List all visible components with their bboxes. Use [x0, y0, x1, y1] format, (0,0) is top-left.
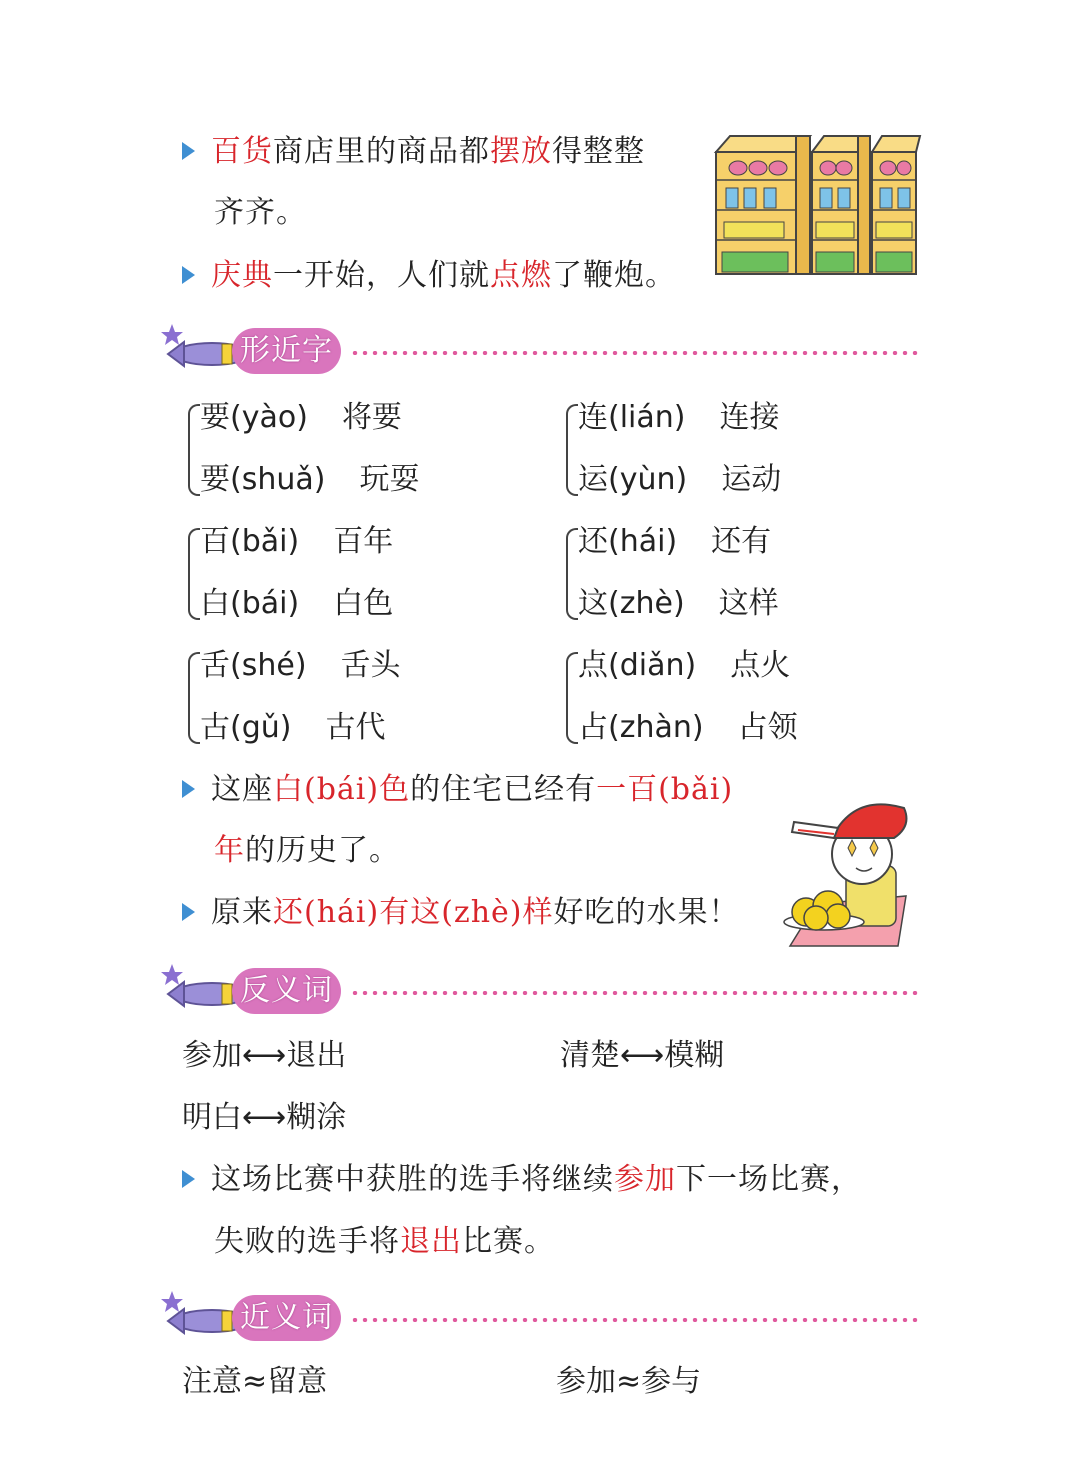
char: 连	[578, 400, 608, 435]
highlight-word: 白(bái)色	[273, 772, 411, 807]
pinyin: diǎn	[619, 648, 685, 683]
example-sentence-5-continued	[214, 1222, 555, 1262]
char: 百	[200, 524, 230, 559]
pair-1-line-a: 要(yào) 将要	[200, 400, 402, 435]
example-word: 运动	[721, 462, 782, 497]
pair-3-line-a: 百(bǎi) 百年	[200, 524, 394, 559]
approx-symbol: ≈	[616, 1364, 642, 1399]
example-word: 将要	[341, 400, 402, 435]
pair-2-line-b: 运(yùn) 运动	[578, 462, 782, 497]
example-sentence-4	[182, 893, 740, 933]
highlight-word: 年	[214, 833, 245, 868]
section-header-antonyms	[160, 962, 920, 1022]
char: 点	[578, 648, 608, 683]
example-word: 古代	[325, 710, 386, 745]
sentence-text: 失败的选手将	[214, 1224, 400, 1259]
antonym-word: 糊涂	[286, 1100, 347, 1135]
sentence-text: 下一场比赛，	[676, 1162, 862, 1197]
char: 运	[578, 462, 608, 497]
pinyin: bǎi	[241, 524, 288, 559]
section-header-similar-chars	[160, 322, 920, 382]
pinyin: zhàn	[619, 710, 692, 745]
sentence-text: 商店里的商品都	[273, 134, 490, 169]
example-sentence-5	[182, 1160, 862, 1200]
highlight-word: 点燃	[490, 258, 552, 293]
antonym-word: 明白	[182, 1100, 242, 1135]
highlight-word: 退出	[400, 1224, 462, 1259]
char: 白	[200, 586, 230, 621]
pinyin: yùn	[619, 462, 676, 497]
synonym-pair	[182, 1362, 327, 1402]
pair-1-line-b: 要(shuǎ) 玩耍	[200, 462, 420, 497]
example-sentence-1	[182, 132, 645, 172]
synonym-word: 参与	[641, 1364, 702, 1399]
highlight-word: 百货	[211, 134, 273, 169]
store-shelf-illustration	[712, 130, 922, 280]
example-word: 占领	[737, 710, 798, 745]
antonym-pair	[182, 1036, 346, 1076]
highlight-word: 还(hái)有这(zhè)样	[273, 895, 554, 930]
char: 还	[578, 524, 608, 559]
pinyin: yào	[241, 400, 297, 435]
example-sentence-1-continued: 齐齐。	[214, 195, 307, 230]
bullet-triangle-icon	[182, 903, 195, 921]
char: 要	[200, 400, 230, 435]
pinyin: zhè	[619, 586, 673, 621]
example-sentence-3-continued	[214, 831, 400, 871]
example-word: 白色	[333, 586, 394, 621]
example-sentence-3	[182, 770, 733, 810]
pair-brace	[188, 652, 200, 744]
highlight-word: 庆典	[211, 258, 273, 293]
example-word: 这样	[718, 586, 779, 621]
dotted-divider	[350, 351, 920, 355]
char: 要	[200, 462, 230, 497]
sentence-text: 好吃的水果！	[553, 895, 740, 930]
synonym-word: 注意	[182, 1364, 242, 1399]
pair-6-line-b: 占(zhàn) 占领	[578, 710, 798, 745]
sentence-text: 的历史了。	[245, 833, 400, 868]
pair-brace	[188, 404, 200, 496]
pair-brace	[566, 404, 578, 496]
pair-brace	[566, 528, 578, 620]
pinyin: shuǎ	[241, 462, 314, 497]
boy-with-fruit-illustration	[776, 786, 920, 950]
double-arrow-icon: ←→	[620, 1038, 659, 1073]
example-sentence-2	[182, 256, 676, 296]
highlight-word: 摆放	[490, 134, 552, 169]
sentence-text: 比赛。	[462, 1224, 555, 1259]
sentence-text: 了鞭炮。	[552, 258, 676, 293]
pair-4-line-a: 还(hái) 还有	[578, 524, 772, 559]
bullet-triangle-icon	[182, 266, 195, 284]
pinyin: bái	[241, 586, 288, 621]
pair-5-line-a: 舌(shé) 舌头	[200, 648, 401, 683]
pair-brace	[566, 652, 578, 744]
approx-symbol: ≈	[242, 1364, 268, 1399]
sentence-text: 得整整	[552, 134, 645, 169]
sentence-text: 这座	[211, 772, 273, 807]
example-word: 百年	[333, 524, 394, 559]
pair-2-line-a: 连(lián) 连接	[578, 400, 780, 435]
synonym-pair	[556, 1362, 701, 1402]
char: 古	[200, 710, 230, 745]
pair-brace	[188, 528, 200, 620]
double-arrow-icon: ←→	[242, 1100, 281, 1135]
section-label: 反义词	[232, 968, 341, 1014]
antonym-word: 参加	[182, 1038, 242, 1073]
example-word: 连接	[719, 400, 780, 435]
pair-6-line-a: 点(diǎn) 点火	[578, 648, 791, 683]
bullet-triangle-icon	[182, 142, 195, 160]
highlight-word: 一百(bǎi)	[596, 772, 734, 807]
pinyin: hái	[619, 524, 666, 559]
highlight-word: 参加	[614, 1162, 676, 1197]
bullet-triangle-icon	[182, 1170, 195, 1188]
pair-5-line-b: 古(gǔ) 古代	[200, 710, 386, 745]
dotted-divider	[350, 1318, 920, 1322]
char: 占	[578, 710, 608, 745]
antonym-word: 清楚	[560, 1038, 620, 1073]
section-label: 近义词	[232, 1295, 341, 1341]
pinyin: gǔ	[241, 710, 280, 745]
section-label: 形近字	[232, 328, 341, 374]
antonym-pair	[560, 1036, 724, 1076]
example-word: 点火	[730, 648, 791, 683]
section-header-synonyms	[160, 1289, 920, 1349]
sentence-text: 原来	[211, 895, 273, 930]
pinyin: lián	[619, 400, 674, 435]
pair-3-line-b: 白(bái) 白色	[200, 586, 394, 621]
bullet-triangle-icon	[182, 780, 195, 798]
char: 这	[578, 586, 608, 621]
antonym-word: 模糊	[664, 1038, 725, 1073]
dotted-divider	[350, 991, 920, 995]
synonym-word: 参加	[556, 1364, 616, 1399]
sentence-text: 这场比赛中获胜的选手将继续	[211, 1162, 614, 1197]
example-word: 玩耍	[359, 462, 420, 497]
double-arrow-icon: ←→	[242, 1038, 281, 1073]
pinyin: shé	[241, 648, 295, 683]
pair-4-line-b: 这(zhè) 这样	[578, 586, 779, 621]
sentence-text: 一开始，人们就	[273, 258, 490, 293]
example-word: 舌头	[340, 648, 401, 683]
sentence-text: 的住宅已经有	[410, 772, 597, 807]
char: 舌	[200, 648, 230, 683]
example-word: 还有	[711, 524, 772, 559]
antonym-pair	[182, 1098, 346, 1138]
synonym-word: 留意	[267, 1364, 328, 1399]
antonym-word: 退出	[286, 1038, 347, 1073]
